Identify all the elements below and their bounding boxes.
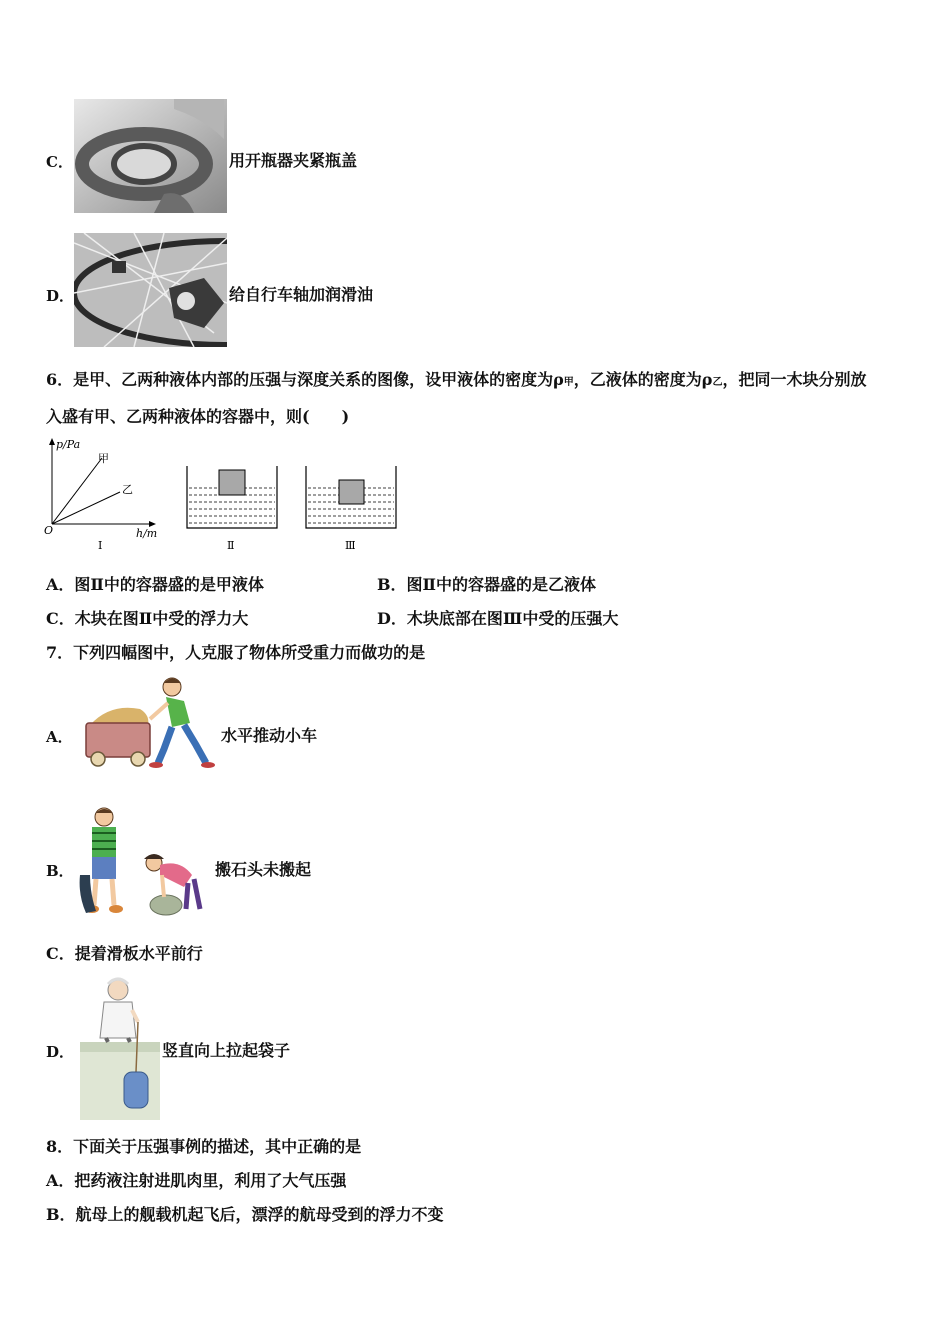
graph-label-yi: 乙	[122, 483, 133, 496]
q6-stem-part2: ，乙液体的密度为ρ	[573, 370, 713, 389]
q8-option-b[interactable]	[46, 1205, 444, 1225]
q8-option-b-text: 航母上的舰载机起飞后，漂浮的航母受到的浮力不变	[75, 1205, 444, 1224]
container-figure-2	[182, 462, 282, 554]
graph-label-jia: 甲	[98, 452, 109, 465]
graph-caption-2: Ⅱ	[227, 539, 235, 552]
q6-option-d-letter: D．	[377, 609, 407, 628]
q6-option-a-letter: A．	[46, 575, 75, 594]
q7-option-d-text: 竖直向上拉起袋子	[162, 1041, 291, 1060]
q7-option-c[interactable]	[46, 944, 203, 964]
q7-stem: 7．下列四幅图中，人克服了物体所受重力而做功的是	[46, 643, 426, 662]
q6-option-d-text: 木块底部在图Ⅲ中受的压强大	[406, 609, 619, 628]
q6-option-d[interactable]	[377, 609, 618, 629]
q6-stem-line1	[46, 370, 866, 393]
q7-option-a-text: 水平推动小车	[221, 726, 318, 745]
q6-sub-yi: 乙	[712, 377, 723, 388]
q5-option-c-text: 用开瓶器夹紧瓶盖	[229, 151, 358, 170]
q5-option-d-letter: D．	[46, 287, 75, 305]
q7-option-b-text: 搬石头未搬起	[215, 860, 312, 879]
q7-option-d-letter: D．	[46, 1043, 75, 1061]
q6-option-b[interactable]	[377, 575, 596, 595]
bicycle-axle-photo	[74, 233, 227, 347]
container-3-block	[339, 480, 364, 504]
pressure-depth-graph	[40, 436, 170, 554]
container-figure-3	[301, 462, 401, 554]
graph-line-jia	[52, 458, 102, 524]
pull-bag-illustration	[78, 976, 162, 1120]
q7-option-b-letter: B．	[46, 862, 74, 880]
q8-option-b-letter: B．	[46, 1205, 76, 1224]
q8-option-a-text: 把药液注射进肌肉里，利用了大气压强	[74, 1171, 347, 1190]
q8-option-a-letter: A．	[46, 1171, 75, 1190]
bottle-opener-photo	[74, 99, 227, 213]
graph-line-yi	[52, 492, 120, 524]
q6-option-b-text: 图Ⅱ中的容器盛的是乙液体	[406, 575, 597, 594]
graph-caption-3: Ⅲ	[345, 539, 356, 552]
graph-x-label: h/m	[136, 527, 158, 540]
q6-stem-part3: ，把同一木块分别放	[722, 370, 867, 389]
lift-stone-illustration	[76, 805, 212, 920]
q6-stem-part1: 6．是甲、乙两种液体内部的压强与深度关系的图像，设甲液体的密度为ρ	[46, 370, 564, 389]
q7-option-a-letter: A．	[46, 728, 73, 746]
q6-option-c[interactable]	[46, 609, 248, 629]
q6-option-c-letter: C．	[46, 609, 75, 628]
q6-option-a-text: 图Ⅱ中的容器盛的是甲液体	[74, 575, 264, 594]
q6-option-a[interactable]	[46, 575, 264, 595]
graph-y-label: p/Pa	[56, 438, 81, 451]
q5-option-c-letter: C．	[46, 153, 73, 171]
q6-option-c-text: 木块在图Ⅱ中受的浮力大	[74, 609, 249, 628]
q8-stem: 8．下面关于压强事例的描述，其中正确的是	[46, 1137, 362, 1156]
q7-option-c-letter: C．	[46, 944, 75, 963]
container-2-block	[219, 470, 245, 495]
graph-caption-1: Ⅰ	[98, 539, 103, 552]
q6-stem-line2: 入盛有甲、乙两种液体的容器中，则( )	[46, 407, 350, 426]
push-cart-illustration	[80, 675, 220, 770]
q5-option-d-text: 给自行车轴加润滑油	[229, 285, 374, 304]
graph-y-arrow	[49, 438, 55, 445]
graph-origin: O	[44, 524, 54, 537]
q6-option-b-letter: B．	[377, 575, 407, 594]
q7-option-c-text: 提着滑板水平前行	[74, 944, 203, 963]
q8-option-a[interactable]	[46, 1171, 346, 1191]
q6-sub-jia: 甲	[563, 377, 574, 388]
